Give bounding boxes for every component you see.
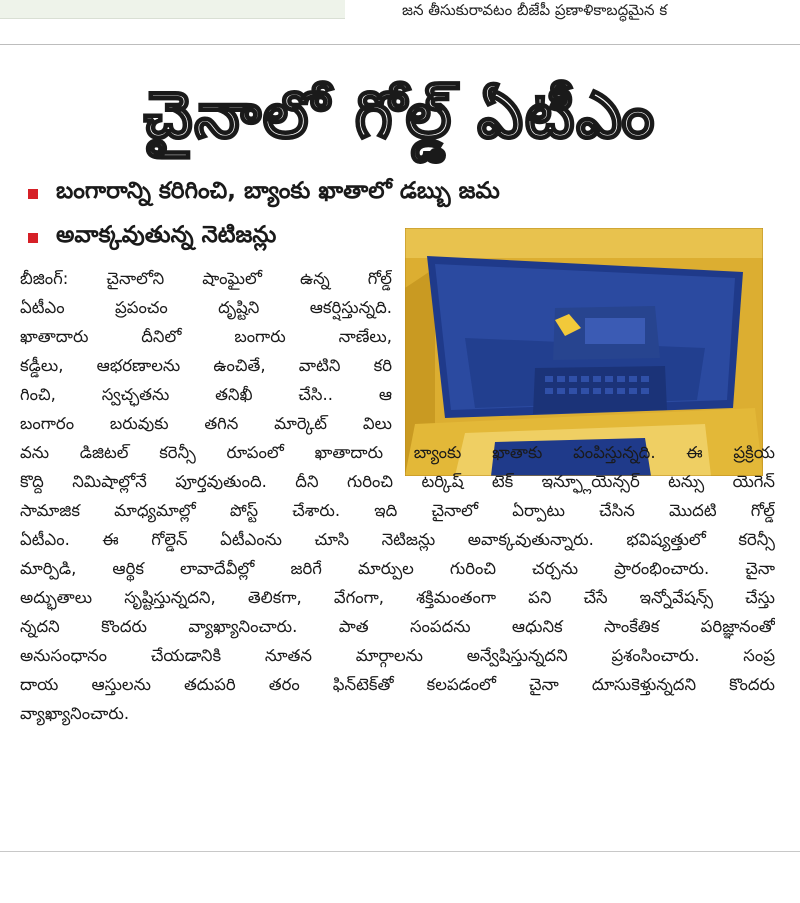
- article-line: వను డిజిటల్ కరెన్సీ రూపంలో ఖాతాదారు బ్యాంకు ఖాతాకు పంపిస్తున్నది. ఈ ప్రక్రియ: [20, 443, 775, 462]
- article-line: అద్భుతాలు సృష్టిస్తున్నదని, తెలికగా, వేగంగా, శక్తిమంతంగా పని చేసే ఇన్నోవేషన్స్ చేస్తు: [20, 588, 775, 607]
- article-line: గించి, స్వచ్ఛతను తనిఖీ చేసి.. ఆ: [20, 385, 392, 404]
- bottom-divider: [0, 851, 800, 852]
- article-line: ఏటీఎం. ఈ గోల్డెన్ ఏటీఎంను చూసి నెటిజన్లు అవాక్కవుతున్నారు. భవిష్యత్తులో కరెన్సీ: [20, 530, 775, 549]
- top-divider: [0, 44, 800, 45]
- subheading-item: [22, 172, 642, 216]
- subheading-text: బంగారాన్ని కరిగించి, బ్యాంకు ఖాతాలో డబ్బు జమ: [56, 178, 500, 204]
- previous-column-strip: [0, 0, 345, 19]
- previous-article-snippet: జన తీసుకురావటం బీజేపీ ప్రణాళికాబద్ధమైన క: [402, 1, 668, 19]
- bullet-square-icon: [28, 233, 38, 243]
- article-line: కొద్ది నిమిషాల్లోనే పూర్తవుతుంది. దీని గురించి టర్కిష్ టెక్ ఇన్ఫ్లూయెన్సర్ టన్సు యెగెన్: [20, 472, 775, 491]
- article-line: ఖాతాదారు దీనిలో బంగారు నాణేలు,: [20, 327, 392, 346]
- subheading-text: అవాక్కవుతున్న నెటిజన్లు: [56, 222, 277, 248]
- article-body: [20, 264, 775, 728]
- article-line: అనుసంధానం చేయడానికి నూతన మార్గాలను అన్వేషిస్తున్నదని ప్రశంసించారు. సంప్ర: [20, 646, 775, 665]
- article-line: ఏటీఎం ప్రపంచం దృష్టిని ఆకర్షిస్తున్నది.: [20, 298, 392, 317]
- article-line: బీజింగ్: చైనాలోని షాంఘైలో ఉన్న గోల్డ్: [20, 269, 392, 288]
- article-line: బంగారం బరువుకు తగిన మార్కెట్ విలు: [20, 414, 392, 433]
- article-line: న్నదని కొందరు వ్యాఖ్యానించారు. పాత సంపదను ఆధునిక సాంకేతిక పరిజ్ఞానంతో: [20, 617, 775, 636]
- bullet-square-icon: [28, 189, 38, 199]
- article-line: సామాజిక మాధ్యమాల్లో పోస్ట్ చేశారు. ఇది చైనాలో ఏర్పాటు చేసిన మొదటి గోల్డ్: [20, 501, 775, 520]
- article-headline: చైనాలో గోల్డ్ ఏటీఎం: [143, 79, 657, 153]
- article-line: మార్పిడి, ఆర్థిక లావాదేవీల్లో జరిగే మార్పుల గురించి చర్చను ప్రారంభించారు. చైనా: [20, 559, 775, 578]
- article-line: దాయ ఆస్తులను తదుపరి తరం ఫిన్‌టెక్‌తో కలపడంలో చైనా దూసుకెళ్తున్నదని కొందరు: [20, 675, 775, 694]
- article-line: కడ్డీలు, ఆభరణాలను ఉంచితే, వాటిని కరి: [20, 356, 392, 375]
- article-line: వ్యాఖ్యానించారు.: [20, 704, 130, 723]
